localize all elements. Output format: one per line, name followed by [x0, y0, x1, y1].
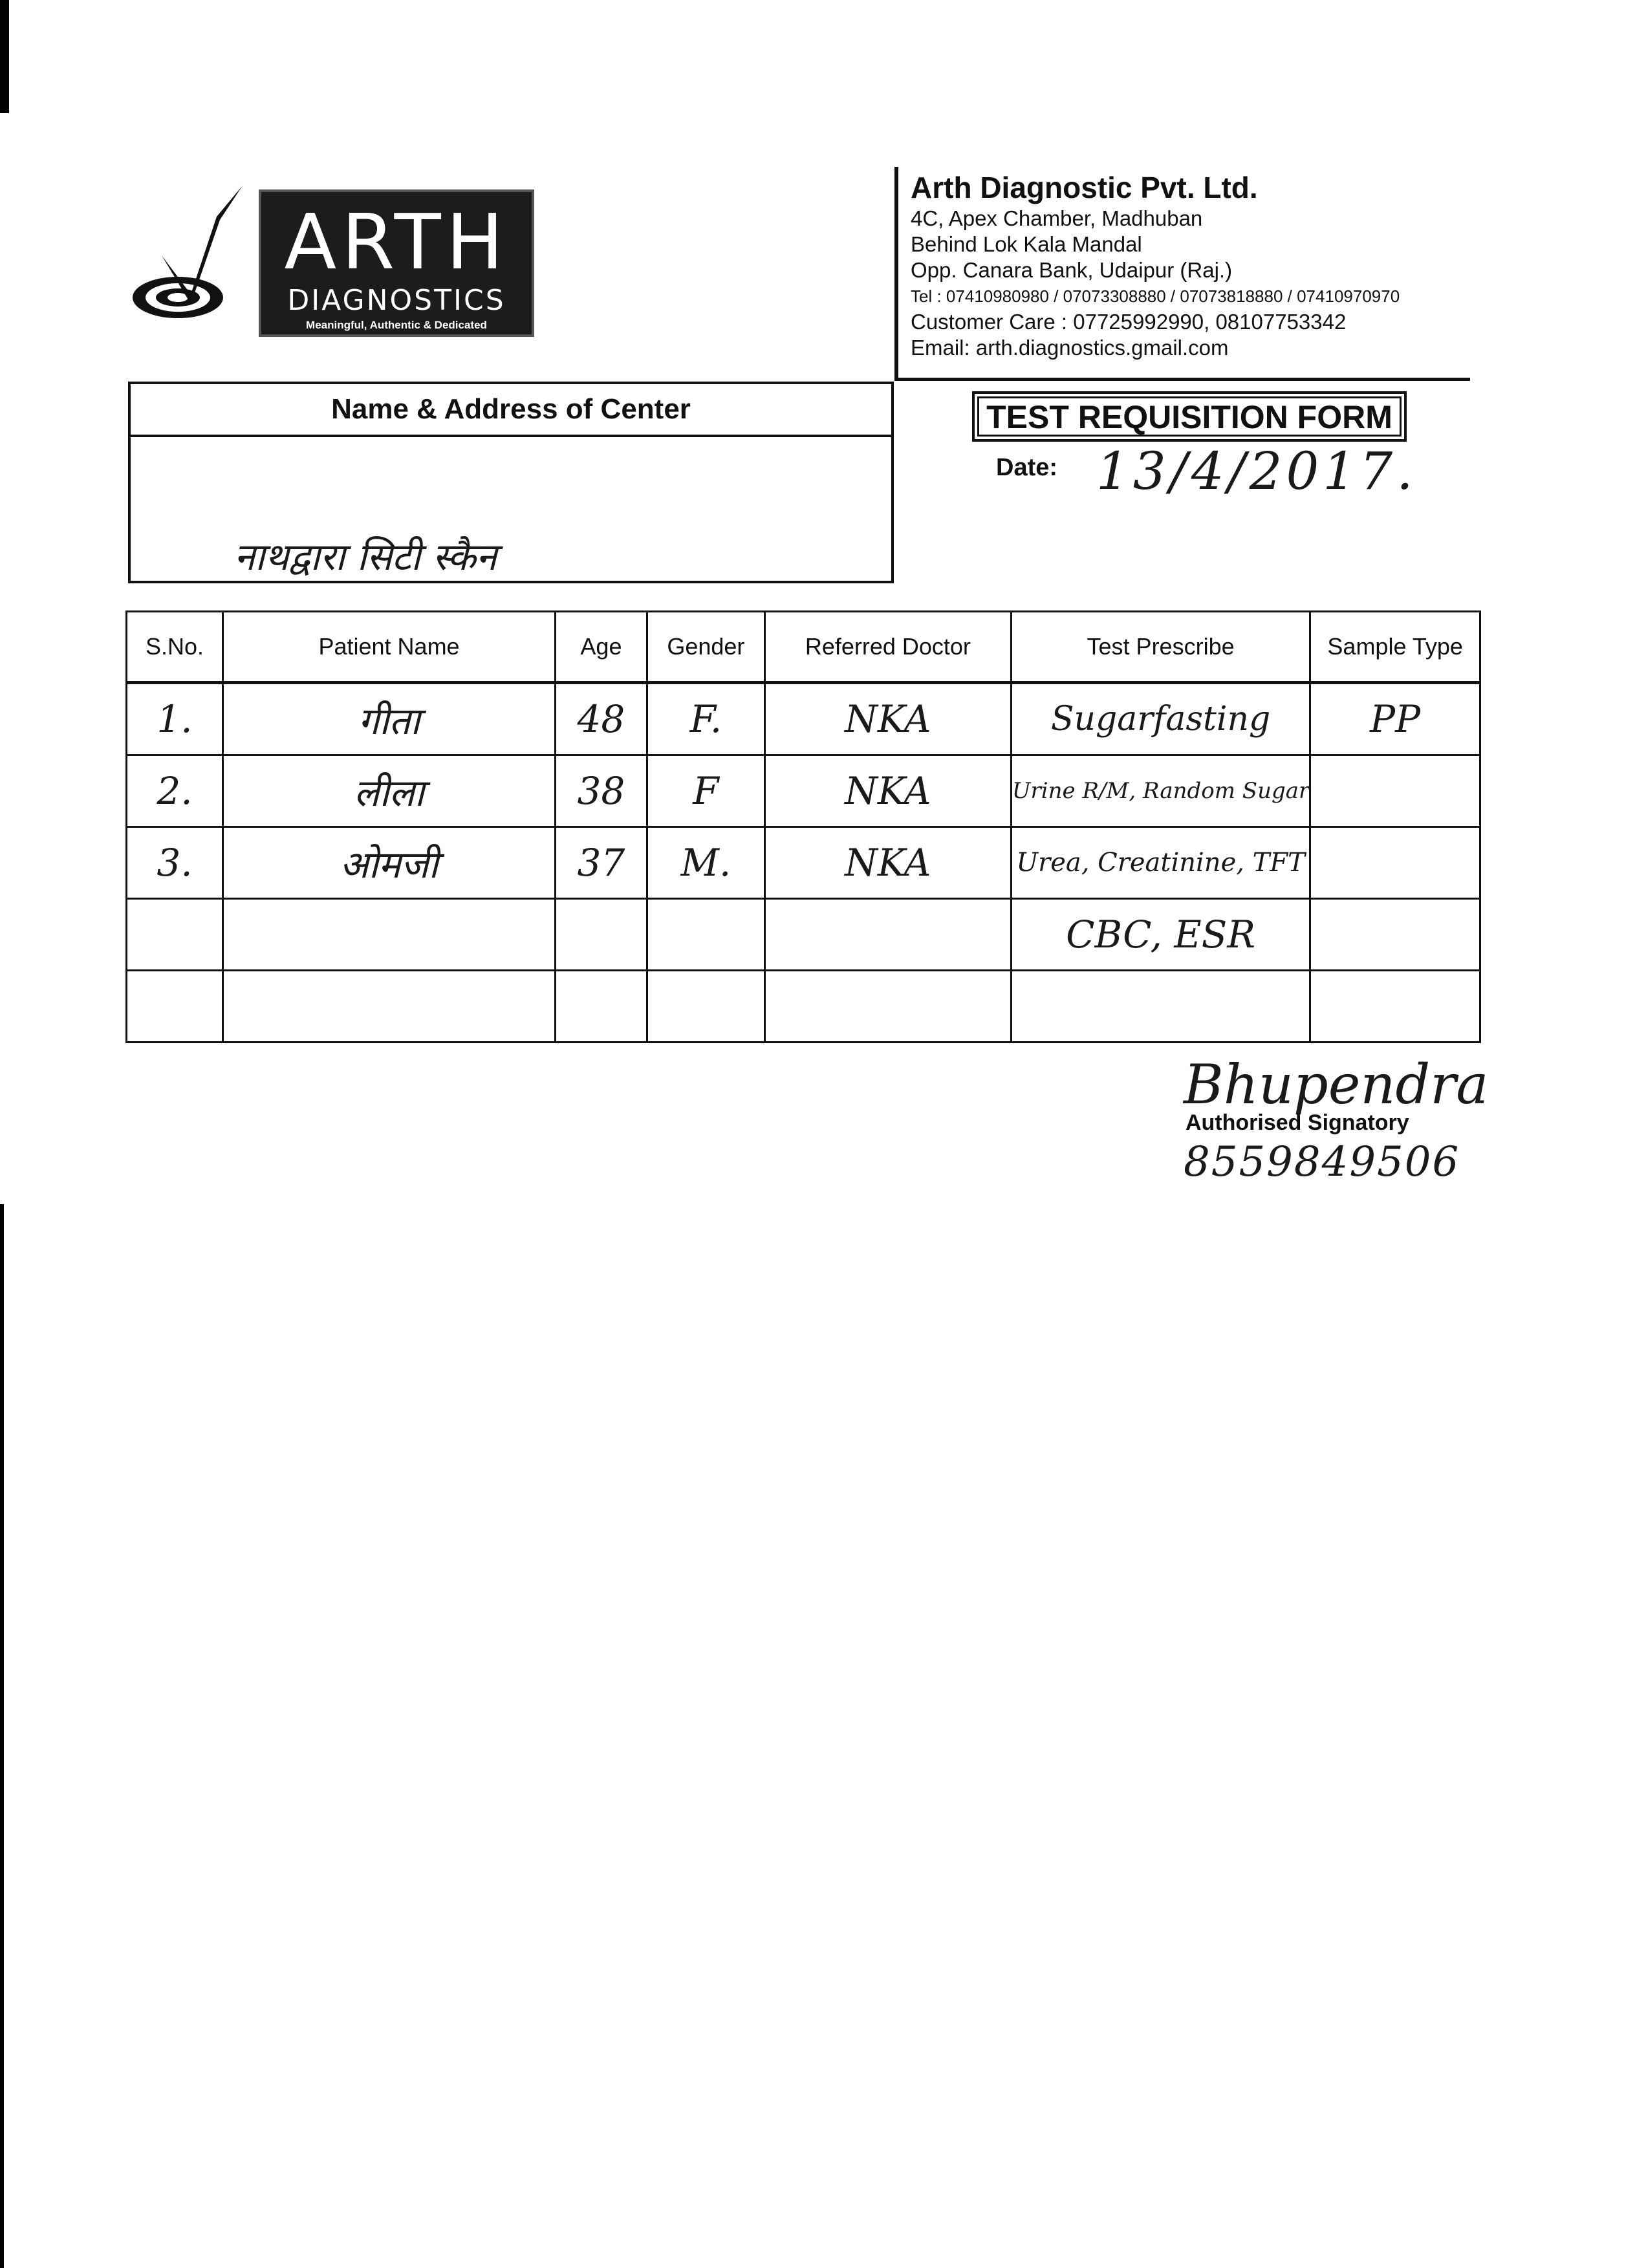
logo-brand: ARTH [284, 197, 509, 286]
cell-test-prescribe: Urine R/M, Random Sugar [1011, 755, 1310, 827]
cell-sample-type [1310, 971, 1480, 1042]
table-row [127, 971, 1480, 1042]
cell-sno: 1. [127, 683, 223, 755]
date-label: Date: [996, 454, 1058, 481]
table-row [127, 755, 1480, 827]
form-title: TEST REQUISITION FORM [977, 396, 1402, 437]
col-age: Age [556, 612, 647, 683]
scan-edge-bottom [0, 1204, 4, 2268]
company-name: Arth Diagnostic Pvt. Ltd. [911, 171, 1258, 204]
logo-tagline: Meaningful, Authentic & Dedicated [306, 319, 487, 331]
cell-age: 48 [556, 683, 647, 755]
cell-sno [127, 971, 223, 1042]
cell-test-prescribe [1011, 971, 1310, 1042]
cell-sno: 2. [127, 755, 223, 827]
table-row [127, 827, 1480, 899]
col-sample-type: Sample Type [1310, 612, 1480, 683]
signatory-label: Authorised Signatory [1186, 1110, 1409, 1135]
cell-gender [647, 971, 764, 1042]
cell-referred-doctor: NKA [764, 683, 1011, 755]
requisition-table [125, 610, 1481, 1043]
cell-age: 38 [556, 755, 647, 827]
signatory-phone: 8559849506 [1184, 1138, 1460, 1186]
telephone: Tel : 07410980980 / 07073308880 / 07073818880 / 07410970970 [911, 286, 1400, 306]
cell-patient-name: ओमजी [223, 827, 556, 899]
target-check-icon [126, 184, 281, 340]
company-info [911, 169, 1557, 361]
cell-referred-doctor: NKA [764, 827, 1011, 899]
address-line-2: Behind Lok Kala Mandal [911, 232, 1142, 256]
table-header-row [127, 612, 1480, 683]
table-row [127, 683, 1480, 755]
customer-care: Customer Care : 07725992990, 08107753342 [911, 310, 1347, 334]
table-row [127, 899, 1480, 971]
cell-gender: F [647, 755, 764, 827]
cell-sno: 3. [127, 827, 223, 899]
col-gender: Gender [647, 612, 764, 683]
cell-age: 37 [556, 827, 647, 899]
cell-test-prescribe: Urea, Creatinine, TFT [1011, 827, 1310, 899]
cell-gender: M. [647, 827, 764, 899]
logo-plate [259, 189, 534, 337]
cell-gender [647, 899, 764, 971]
cell-test-prescribe: CBC, ESR [1011, 899, 1310, 971]
cell-sample-type [1310, 755, 1480, 827]
email: Email: arth.diagnostics.gmail.com [911, 336, 1229, 360]
header-divider [894, 167, 898, 380]
cell-patient-name [223, 899, 556, 971]
cell-sample-type [1310, 827, 1480, 899]
cell-sample-type: PP [1310, 683, 1480, 755]
center-name-handwritten: नाथद्वारा सिटी स्कैन [234, 535, 497, 579]
company-logo [126, 184, 540, 340]
col-sno: S.No. [127, 612, 223, 683]
signature: Bhupendra [1184, 1053, 1489, 1116]
cell-referred-doctor [764, 899, 1011, 971]
cell-age [556, 899, 647, 971]
col-patient-name: Patient Name [223, 612, 556, 683]
cell-gender: F. [647, 683, 764, 755]
cell-age [556, 971, 647, 1042]
cell-patient-name [223, 971, 556, 1042]
date-value: 13/4/2017. [1096, 441, 1417, 501]
scan-edge-top [0, 0, 9, 113]
address-line-1: 4C, Apex Chamber, Madhuban [911, 206, 1203, 230]
form-title-box [972, 391, 1407, 442]
cell-referred-doctor [764, 971, 1011, 1042]
address-line-3: Opp. Canara Bank, Udaipur (Raj.) [911, 258, 1233, 282]
center-heading: Name & Address of Center [131, 384, 891, 437]
cell-sample-type [1310, 899, 1480, 971]
cell-sno [127, 899, 223, 971]
cell-test-prescribe: Sugarfasting [1011, 683, 1310, 755]
col-referred-doctor: Referred Doctor [764, 612, 1011, 683]
logo-subtitle: DIAGNOSTICS [287, 284, 506, 317]
cell-patient-name: गीता [223, 683, 556, 755]
cell-referred-doctor: NKA [764, 755, 1011, 827]
cell-patient-name: लीला [223, 755, 556, 827]
header-rule [894, 378, 1470, 381]
center-address-box [128, 382, 894, 583]
col-test-prescribe: Test Prescribe [1011, 612, 1310, 683]
